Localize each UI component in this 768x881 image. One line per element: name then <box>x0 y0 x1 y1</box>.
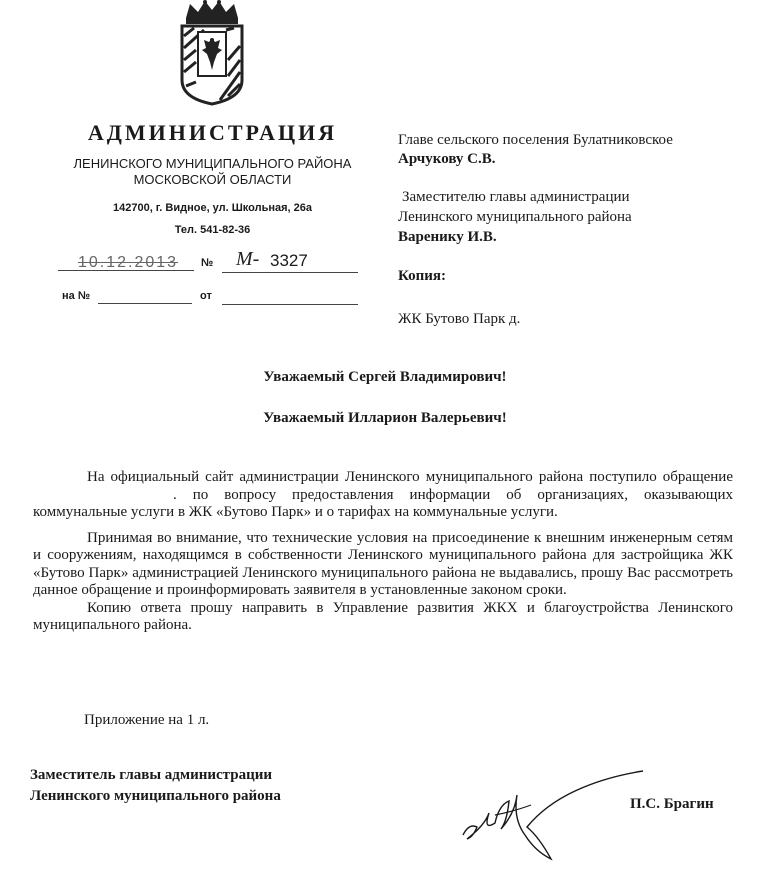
registration-date: 10.12.2013 <box>78 254 179 271</box>
registration-number-line <box>222 272 358 273</box>
addressee-name: Арчукову С.В. <box>398 151 496 167</box>
greeting: Уважаемый Сергей Владимирович! <box>263 369 507 385</box>
org-title: АДМИНИСТРАЦИЯ <box>87 120 338 145</box>
addressee-line: ЖК Бутово Парк д. <box>398 311 521 327</box>
coat-of-arms-emblem <box>176 0 248 106</box>
addressee-line: Заместителю главы администрации <box>402 189 630 205</box>
body-paragraph: Копию ответа прошу направить в Управление развития ЖКХ и благоустройства Ленинского муниципального района. <box>33 599 733 633</box>
copy-label: Копия: <box>398 268 447 284</box>
handwritten-signature <box>455 765 645 865</box>
body-paragraph: На официальный сайт администрации Ленинского муниципального района поступило обращение . по вопросу предоставления информации об организациях, оказывающих коммунальные услуги в ЖК «Бутово Парк» и о тарифах на коммунальные услуги. <box>33 469 733 520</box>
reference-number-line <box>98 303 192 304</box>
org-subtitle-line2: МОСКОВСКОЙ ОБЛАСТИ <box>133 172 292 187</box>
attachment-note: Приложение на 1 л. <box>84 712 210 728</box>
addressee-line: Главе сельского поселения Булатниковское <box>398 132 673 148</box>
addressee-line: Ленинского муниципального района <box>398 209 632 225</box>
letter-body <box>33 469 733 635</box>
registration-number-handwritten: М- <box>236 248 260 270</box>
addressee-name: Варенику И.В. <box>398 229 497 245</box>
org-address: 142700, г. Видное, ул. Школьная, 26а <box>112 202 313 214</box>
body-paragraph: Принимая во внимание, что технические условия на присоединение к внешним инженерным сетям и сооружениям, находящимся в собственности Ленинского муниципального района для застройщика ЖК «Бутово Парк» администрацией Ленинского муниципального района не выдавались, прошу Вас рассмотреть данное обращение и проинформировать заявителя в установленные законом сроки. <box>33 529 733 598</box>
signatory-name: П.С. Брагин <box>630 796 714 812</box>
org-subtitle-line1: ЛЕНИНСКОГО МУНИЦИПАЛЬНОГО РАЙОНА <box>73 156 352 171</box>
registration-number-label: № <box>201 257 214 269</box>
registration-date-line <box>58 270 194 271</box>
registration-number: 3327 <box>270 251 308 270</box>
reference-number-label: на № <box>62 290 91 302</box>
reference-from-label: от <box>200 290 212 302</box>
signatory-position: Ленинского муниципального района <box>30 788 281 804</box>
greeting: Уважаемый Илларион Валерьевич! <box>263 410 507 426</box>
org-phone: Тел. 541-82-36 <box>174 224 251 236</box>
signatory-position: Заместитель главы администрации <box>30 767 273 783</box>
reference-from-line <box>222 304 358 305</box>
